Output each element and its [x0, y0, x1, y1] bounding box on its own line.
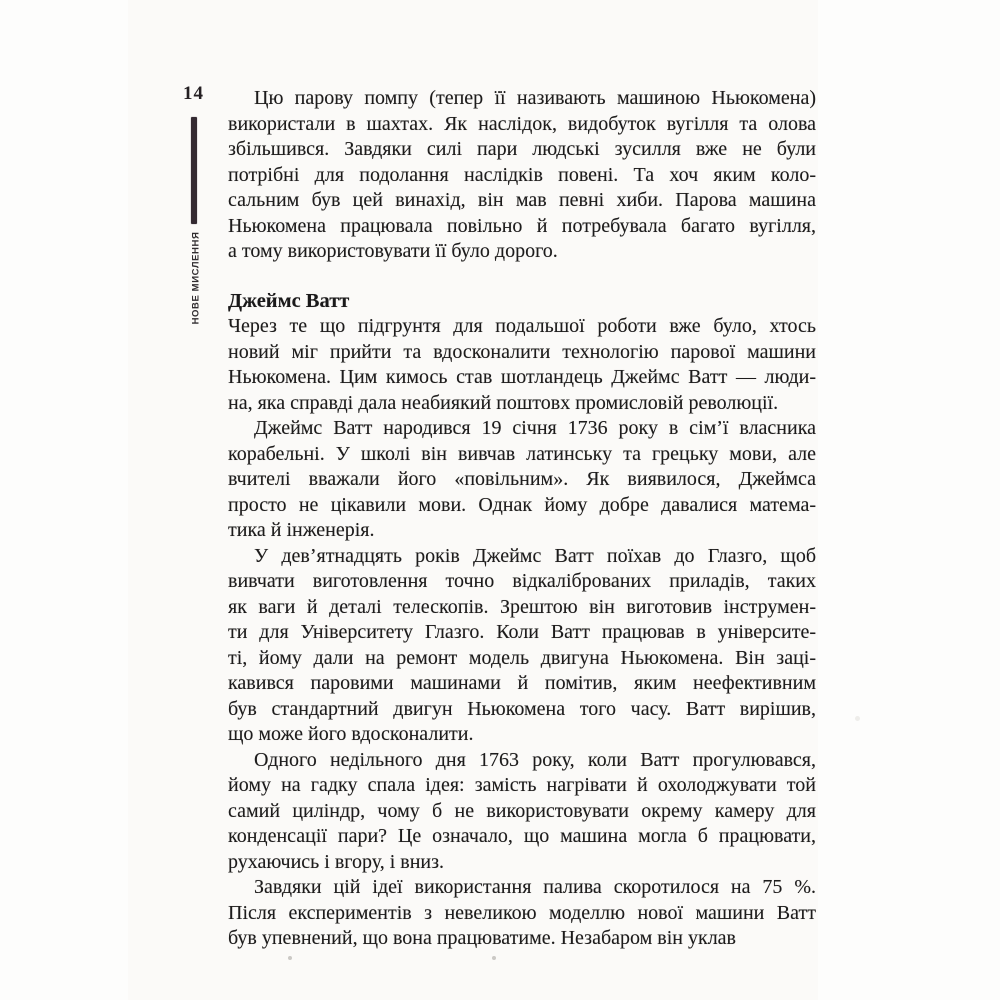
text-line: сальним був цей винахід, він мав певні хиби. Парова машина [228, 189, 816, 211]
text-line: збільшився. Завдяки силі пари людські зусилля вже не були [228, 138, 816, 160]
text-line: ти для Університету Глазго. Коли Ватт працював в університе- [228, 621, 816, 643]
text-line: був упевнений, що вона працюватиме. Незабаром він уклав [228, 927, 736, 949]
page-number: 14 [183, 83, 204, 104]
margin-rule [191, 117, 197, 224]
paragraph [228, 86, 816, 265]
text-line: тика й інженерія. [228, 519, 375, 541]
text-line: самий циліндр, чому б не використовувати окрему камеру для [228, 799, 816, 822]
text-line: йому на гадку спала ідея: замість нагрівати й охолоджувати той [228, 774, 816, 796]
section-heading: Джеймс Ватт [228, 289, 350, 312]
text-line: Через те що підгрунтя для подальшої роботи вже було, хтось [228, 315, 816, 337]
text-line: був стандартний двигун Ньюкомена того часу. Ватт вирішив, [228, 697, 816, 720]
text-line: кавився паровими машинами й помітив, яким неефективним [228, 672, 816, 694]
text-line: новий міг прийти та вдосконалити технологію парової машини [228, 340, 816, 363]
scan-speck [288, 956, 292, 960]
text-line: як ваги й деталі телескопів. Зрештою він виготовив інструмен- [228, 595, 816, 618]
text-line: рухаючись і вгору, і вниз. [228, 850, 445, 873]
text-line: конденсації пари? Це означало, що машина могла б працювати, [228, 825, 816, 847]
text-line: Після експериментів з невеликою моделлю нової машини Ватт [228, 901, 816, 924]
text-line: а тому використовувати її було дорого. [228, 240, 558, 262]
text-line: потрібні для подолання наслідків повені. Та хоч яким коло- [228, 163, 816, 186]
text-line: Завдяки цій ідеї використання палива скоротилося на 75 %. [254, 876, 816, 898]
text-column [228, 86, 816, 952]
book-title-vertical: НОВЕ МИСЛЕННЯ [190, 231, 202, 325]
text-line: Ньюкомена. Цим кимось став шотландець Джеймс Ватт — люди- [228, 366, 816, 388]
text-line: використали в шахтах. Як наслідок, видобуток вугілля та олова [228, 112, 816, 135]
scan-speck [855, 716, 860, 721]
text-line: просто не цікавили мови. Однак йому добре давалися матема- [228, 493, 816, 516]
text-line: Ньюкомена працювала повільно й потребувала багато вугілля, [228, 214, 816, 237]
text-line: на, яка справді дала неабиякий поштовх промисловій революції. [228, 391, 779, 414]
text-line: що може його вдосконалити. [228, 723, 474, 745]
text-line: Цю парову помпу (тепер її називають машиною Ньюкомена) [254, 87, 816, 109]
text-line: У дев’ятнадцять років Джеймс Ватт поїхав до Глазго, щоб [254, 544, 816, 567]
paragraph [228, 544, 816, 748]
text-line: вивчати виготовлення точно відкаліброваних приладів, таких [228, 570, 816, 592]
paragraph [228, 875, 816, 952]
text-line: Одного недільного дня 1763 року, коли Ватт прогулювався, [254, 748, 816, 771]
paragraph [228, 416, 816, 544]
text-line: корабельні. У школі він вивчав латинську та грецьку мови, але [228, 442, 816, 465]
scan-speck [492, 956, 496, 960]
paragraph [228, 314, 816, 416]
text-line: Джеймс Ватт народився 19 січня 1736 року в сім’ї власника [254, 417, 816, 439]
text-line: ті, йому дали на ремонт модель двигуна Ньюкомена. Він заці- [228, 646, 816, 669]
paragraph [228, 748, 816, 876]
text-line: вчителі вважали його «повільним». Як виявилося, Джеймса [228, 468, 816, 490]
